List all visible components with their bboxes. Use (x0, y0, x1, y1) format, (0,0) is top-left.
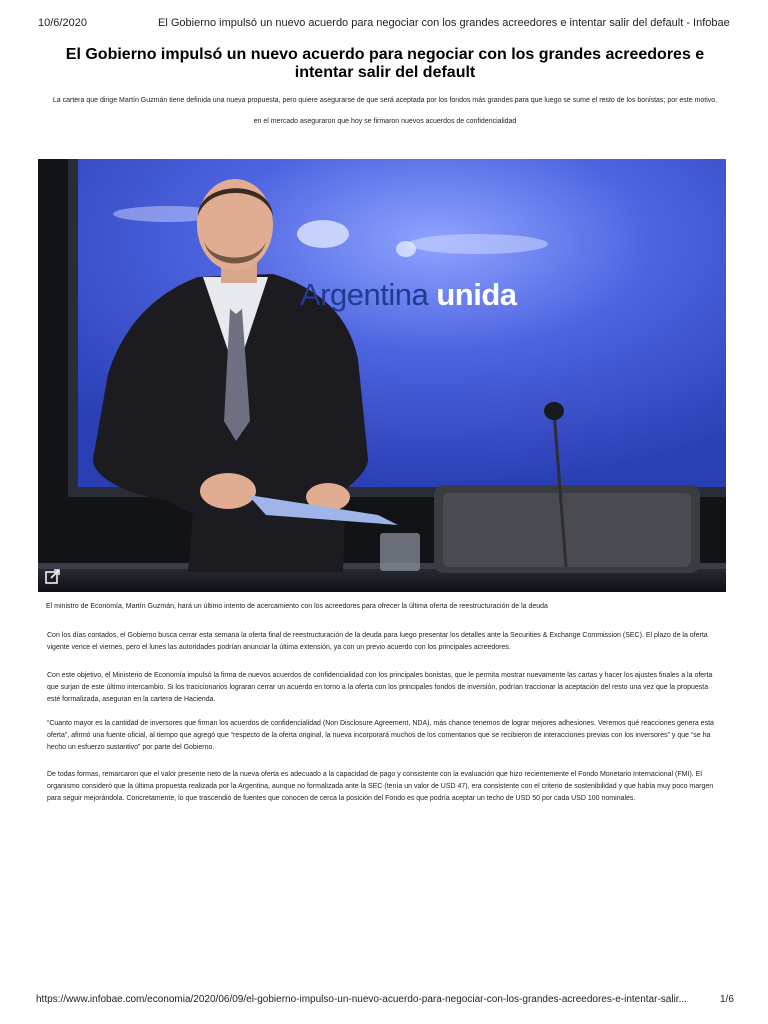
screen-logo-bold: unida (436, 277, 517, 312)
photo-caption: El ministro de Economía, Martín Guzmán, hará un último intento de acercamiento con los acreedores para ofrecer la última oferta de reestructuración de la deuda (46, 603, 548, 610)
print-header-date: 10/6/2020 (38, 17, 87, 29)
article-photo (38, 159, 726, 592)
article-paragraph: Con los días contados, el Gobierno busca cerrar esta semana la oferta final de reestructuración de la deuda para luego presentar los detalles ante la Securities & Exchange Commission (SEC). El plazo de la oferta vigente vence el viernes, pero el lunes las autoridades podrían anunciar la última extensión, ya con un previo acuerdo con los principales acreedores. (47, 632, 708, 651)
print-footer-url: https://www.infobae.com/economia/2020/06/09/el-gobierno-impulso-un-nuevo-acuerdo-para-negociar-con-los-grandes-acreedores-e-intentar-salir... (36, 994, 687, 1005)
screen-logo-light: Argentina (300, 277, 437, 312)
print-header-title: El Gobierno impulsó un nuevo acuerdo para negociar con los grandes acreedores e intentar salir del default - Infobae (158, 17, 730, 29)
print-footer-page-number: 1/6 (720, 994, 734, 1005)
photo-illustration (38, 159, 726, 592)
article-paragraph: “Cuanto mayor es la cantidad de inversores que firman los acuerdos de confidencialidad (Non Disclosure Agreement, NDA), más chance tenemos de lograr mejores adhesiones. Veremos qué reacciones genera esta oferta”, afirmó una fuente oficial, al tiempo que agregó que “respecto de la oferta original, la nueva incorporará muchos de los comentarios que se recibieron de interacciones previas con los inversores” y que “se ha hecho un esfuerzo sustantivo” por parte del Gobierno. (47, 720, 714, 751)
screen-logo-text (300, 277, 517, 313)
share-icon[interactable] (44, 567, 62, 585)
water-glass (380, 533, 420, 571)
article-paragraph: De todas formas, remarcaron que el valor presente neto de la nueva oferta es adecuado a la capacidad de pago y consistente con la evaluación que hizo recientemente el Fondo Monetario Internacional (FMI). El organismo consideró que la última propuesta realizada por la Argentina, aunque no formalizada ante la SEC (tenía un valor de USD 47), era consistente con el criterio de sostenibilidad y que había muy poco margen para seguir mejorándola. Concretamente, lo que trascendió de fuentes que conocen de cerca la posición del Fondo es que podría aceptar un techo de USD 50 por cada USD 100 nominales. (47, 771, 714, 802)
microphone (544, 402, 564, 420)
article-subhead: La cartera que dirige Martín Guzmán tiene definida una nueva propuesta, pero quiere asegurarse de que será aceptada por los fondos más grandes para que luego se sume el resto de los bonistas; por este motivo, en el mercado aseguraron que hoy se firmaron nuevos acuerdos de confidencialidad (52, 97, 718, 125)
hand-left (200, 473, 256, 509)
article-headline: El Gobierno impulsó un nuevo acuerdo para negociar con los grandes acreedores e intentar salir del default (65, 46, 705, 81)
article-paragraph: Con este objetivo, el Ministerio de Economía impulsó la firma de nuevos acuerdos de confidencialidad con los principales bonistas, que le permita mostrar nuevamente las cartas y hacer los ajustes finales a la oferta que surjan de este último intercambio. Si los tracicionarios lograran cerrar un acuerdo en torno a la oferta con los principales fondos de inversión, podrían traccionar la aceptación del resto una vez que la propuesta esté formalizada, aseguran en la cartera de Hacienda. (47, 672, 713, 703)
